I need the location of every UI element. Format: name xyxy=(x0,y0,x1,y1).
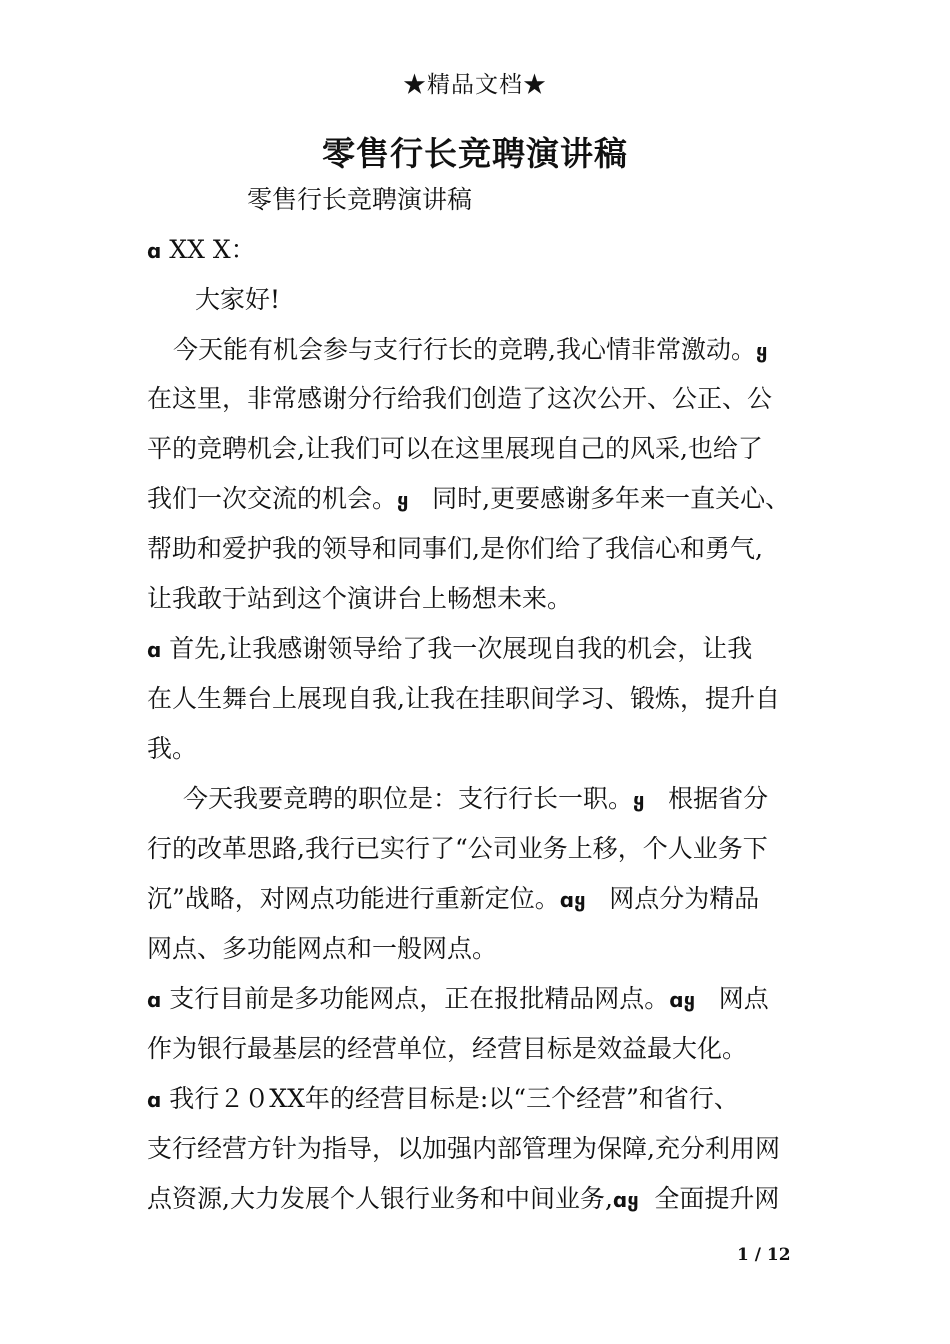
line-text: 在这里，非常感谢分行给我们创造了这次公开、公正、公 xyxy=(147,384,773,413)
text-line xyxy=(147,1182,779,1217)
line-text: XX X： xyxy=(169,235,256,264)
text-line xyxy=(147,532,763,566)
glyph-mark: ɑყ xyxy=(559,888,586,912)
glyph-mark: ყ xyxy=(397,488,409,512)
text-line xyxy=(147,832,768,866)
line-text: 首先,让我感谢领导给了我一次展现自我的机会，让我 xyxy=(169,634,753,663)
line-text: 行的改革思路,我行已实行了“公司业务上移，个人业务下 xyxy=(147,834,768,863)
line-text: 今天能有机会参与支行行长的竞聘,我心情非常激动。 xyxy=(173,335,756,364)
text-line xyxy=(147,432,763,466)
text-line xyxy=(147,982,769,1017)
line-text: 我行２０XX年的经营目标是:以“三个经营”和省行、 xyxy=(169,1084,739,1113)
glyph-mark: ɑყ xyxy=(669,988,695,1012)
text-line xyxy=(183,782,768,817)
text-line xyxy=(147,882,759,917)
text-line xyxy=(147,632,752,667)
line-text: 网点分为精品 xyxy=(585,884,760,913)
line-text: 根据省分 xyxy=(644,784,769,813)
glyph-mark: ɑ xyxy=(147,988,162,1012)
line-text: 沉”战略，对网点功能进行重新定位。 xyxy=(147,884,560,913)
line-text: 网点、多功能网点和一般网点。 xyxy=(147,934,498,963)
glyph-mark: ɑ xyxy=(147,239,162,263)
text-line xyxy=(147,1082,739,1117)
line-text: 支行经营方针为指导，以加强内部管理为保障,充分利用网 xyxy=(147,1134,780,1163)
text-line xyxy=(247,183,472,217)
line-text: 帮助和爱护我的领导和同事们,是你们给了我信心和勇气, xyxy=(147,534,763,563)
glyph-mark: ყ xyxy=(633,788,645,812)
line-text: 我。 xyxy=(147,734,198,763)
line-text: 零售行长竞聘演讲稿 xyxy=(247,185,473,214)
document-header: ★精品文档★ xyxy=(403,72,547,98)
text-line xyxy=(147,582,572,616)
page-number: 1 / 12 xyxy=(737,1245,791,1265)
text-line xyxy=(195,283,280,317)
text-line xyxy=(147,382,772,416)
line-text: 平的竞聘机会,让我们可以在这里展现自己的风采,也给了 xyxy=(147,434,763,463)
line-text: 作为银行最基层的经营单位，经营目标是效益最大化。 xyxy=(147,1034,748,1063)
text-line xyxy=(147,1032,747,1066)
line-text: 大家好! xyxy=(195,285,281,314)
line-text: 支行目前是多功能网点，正在报批精品网点。 xyxy=(169,984,670,1013)
text-line xyxy=(147,682,780,716)
line-text: 网点 xyxy=(694,984,769,1013)
text-line xyxy=(147,732,197,766)
glyph-mark: ɑ xyxy=(147,638,162,662)
document-title: 零售行长竞聘演讲稿 xyxy=(322,134,628,173)
line-text: 让我敢于站到这个演讲台上畅想未来。 xyxy=(147,584,573,613)
line-text: 我们一次交流的机会。 xyxy=(147,484,398,513)
glyph-mark: ɑყ xyxy=(612,1188,639,1212)
line-text: 在人生舞台上展现自我,让我在挂职间学习、锻炼，提升自 xyxy=(147,684,780,713)
line-text: 今天我要竞聘的职位是：支行行长一职。 xyxy=(183,784,634,813)
glyph-mark: ɑ xyxy=(147,1088,162,1112)
line-text: 点资源,大力发展个人银行业务和中间业务, xyxy=(147,1184,613,1213)
line-text: 全面提升网 xyxy=(638,1184,780,1213)
glyph-mark: ყ xyxy=(755,339,768,363)
text-line xyxy=(147,233,256,268)
line-text: 同时,更要感谢多年来一直关心、 xyxy=(408,484,791,513)
text-line xyxy=(173,333,767,368)
text-line xyxy=(147,1132,780,1166)
text-line xyxy=(147,482,790,517)
text-line xyxy=(147,932,497,966)
